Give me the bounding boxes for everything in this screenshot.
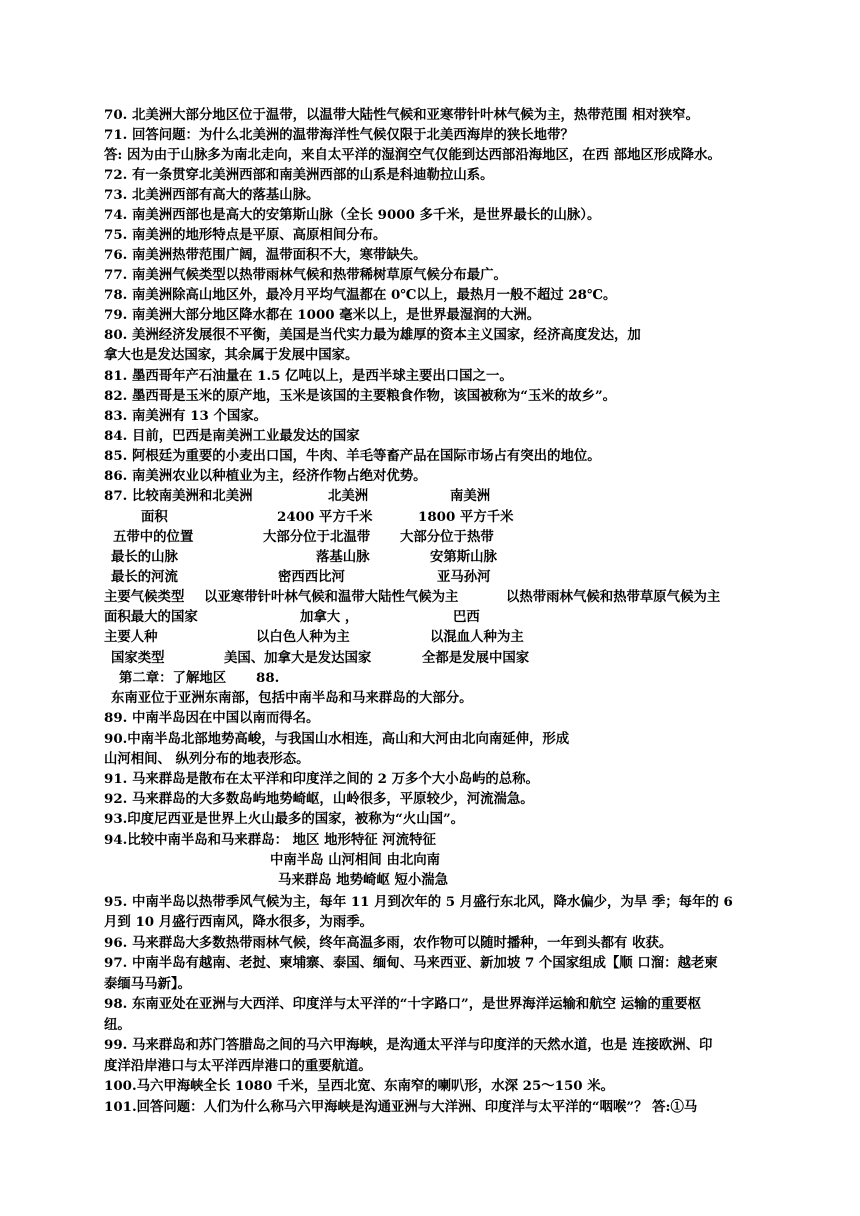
item-79: 79. 南美洲大部分地区降水都在 1000 毫米以上，是世界最湿润的大洲。 [104,307,541,323]
item-98: 98. 东南亚处在亚洲与大西洋、印度洋与太平洋的“十字路口”，是世界海洋运输和航空 运输的重要枢 [104,996,702,1012]
item-91: 91. 马来群岛是散布在太平洋和印度洋之间的 2 万多个大小岛屿的总称。 [104,771,539,787]
item-76: 76. 南美洲热带范围广阔，温带面积不大，寒带缺失。 [104,247,427,263]
item-90: 90.中南半岛北部地势高峻，与我国山水相连，高山和大河由北向南延伸，形成 [104,731,570,747]
row-label: 主要气候类型 [104,589,185,605]
row-label: 最长的山脉 [111,549,178,565]
row-south: 亚马孙河 [437,569,491,585]
row-south: 以热带雨林气候和热带草原气候为主 [506,589,721,605]
row-south: 大部分位于热带 [400,529,494,545]
item-96: 96. 马来群岛大多数热带雨林气候，终年高温多雨，农作物可以随时播种，一年到头都有 收获。 [104,935,673,951]
row-label: 主要人种 [104,629,158,645]
item-75: 75. 南美洲的地形特点是平原、高原相间分布。 [104,227,387,243]
item-83: 83. 南美洲有 13 个国家。 [104,408,268,424]
compare-row-malay: 马来群岛 地势崎岖 短小湍急 [278,872,449,888]
row-label: 面积最大的国家 [104,609,198,625]
item-98-cont: 纽。 [104,1017,131,1033]
row-label: 国家类型 [111,650,165,666]
row-south: 安第斯山脉 [430,549,497,565]
item-88: 东南亚位于亚洲东南部，包括中南半岛和马来群岛的大部分。 [111,690,473,706]
compare-row-indochina: 中南半岛 山河相间 由北向南 [270,852,441,868]
item-71-question: 71. 回答问题：为什么北美洲的温带海洋性气候仅限于北美西海岸的狭长地带？ [104,127,574,143]
item-87-heading: 87. 比较南美洲和北美洲 [104,488,253,504]
row-label: 五带中的位置 [113,529,194,545]
row-south: 以混血人种为主 [430,629,524,645]
item-82: 82. 墨西哥是玉米的原产地，玉米是该国的主要粮食作物，该国被称为“玉米的故乡”。 [104,388,617,404]
item-90-cont: 山河相间、 纵列分布的地表形态。 [104,751,310,767]
row-north: 大部分位于北温带 [263,529,371,545]
item-88-number: 88. [256,670,280,686]
row-label: 最长的河流 [111,569,178,585]
item-92: 92. 马来群岛的大多数岛屿地势崎岖，山岭很多，平原较少，河流湍急。 [104,791,534,807]
item-78: 78. 南美洲除高山地区外，最冷月平均气温都在 0℃以上，最热月一般不超过 28℃。 [104,287,617,303]
row-label: 面积 [141,509,168,525]
row-north: 密西西比河 [278,569,345,585]
item-74: 74. 南美洲西部也是高大的安第斯山脉（全长 9000 多千米，是世界最长的山脉）。 [104,207,601,223]
item-81: 81. 墨西哥年产石油量在 1.5 亿吨以上，是西半球主要出口国之一。 [104,368,513,384]
item-95-cont: 月到 10 月盛行西南风，降水很多，为雨季。 [104,914,373,930]
item-73: 73. 北美洲西部有高大的落基山脉。 [104,187,320,203]
item-85: 85. 阿根廷为重要的小麦出口国，牛肉、羊毛等畜产品在国际市场占有突出的地位。 [104,448,601,464]
row-north: 加拿大 ， [300,609,359,625]
row-south: 全都是发展中国家 [422,650,530,666]
item-71-answer: 答: 因为由于山脉多为南北走向，来自太平洋的湿润空气仅能到达西部沿海地区，在西 部地区形成降水。 [104,147,721,163]
item-84: 84. 目前，巴西是南美洲工业最发达的国家 [104,428,360,444]
row-north: 以亚寒带针叶林气候和温带大陆性气候为主 [204,589,459,605]
item-89: 89. 中南半岛因在中国以南而得名。 [104,710,320,726]
item-94: 94.比较中南半岛和马来群岛： 地区 地形特征 河流特征 [104,832,436,848]
item-72: 72. 有一条贯穿北美洲西部和南美洲西部的山系是科迪勒拉山系。 [104,167,494,183]
item-80-cont: 拿大也是发达国家，其余属于发展中国家。 [104,347,359,363]
item-70: 70. 北美洲大部分地区位于温带，以温带大陆性气候和亚寒带针叶林气候为主，热带范围 相对狭窄。 [104,107,700,123]
item-99-cont: 度洋沿岸港口与太平洋西岸港口的重要航道。 [104,1058,372,1074]
col-north-america: 北美洲 [328,488,369,504]
row-north: 落基山脉 [316,549,370,565]
item-100: 100.马六甲海峡全长 1080 千米，呈西北宽、东南窄的喇叭形，水深 25～150 米。 [104,1078,615,1094]
item-101: 101.回答问题：人们为什么称马六甲海峡是沟通亚洲与大洋洲、印度洋与太平洋的“咽喉”？ 答:①马 [104,1099,698,1115]
row-north: 美国、加拿大是发达国家 [224,650,372,666]
item-95: 95. 中南半岛以热带季风气候为主，每年 11 月到次年的 5 月盛行东北风，降水偏少，为旱 季；每年的 6 [104,894,733,910]
item-86: 86. 南美洲农业以种植业为主，经济作物占绝对优势。 [104,468,427,484]
item-99: 99. 马来群岛和苏门答腊岛之间的马六甲海峡，是沟通太平洋与印度洋的天然水道，也是 连接欧洲、印 [104,1037,713,1053]
item-80: 80. 美洲经济发展很不平衡，美国是当代实力最为雄厚的资本主义国家，经济高度发达，加 [104,327,641,343]
row-north: 以白色人种为主 [256,629,350,645]
row-south: 1800 平方千米 [418,509,514,525]
item-93: 93.印度尼西亚是世界上火山最多的国家，被称为“火山国”。 [104,811,465,827]
row-south: 巴西 [453,609,480,625]
chapter-heading: 第二章：了解地区 [119,670,227,686]
row-north: 2400 平方千米 [277,509,373,525]
col-south-america: 南美洲 [450,488,491,504]
item-97-cont: 泰缅马马新】。 [104,976,192,992]
item-77: 77. 南美洲气候类型以热带雨林气候和热带稀树草原气候分布最广。 [104,267,507,283]
item-97: 97. 中南半岛有越南、老挝、柬埔寨、泰国、缅甸、马来西亚、新加坡 7 个国家组成【顺 口溜：越老柬 [104,955,718,971]
